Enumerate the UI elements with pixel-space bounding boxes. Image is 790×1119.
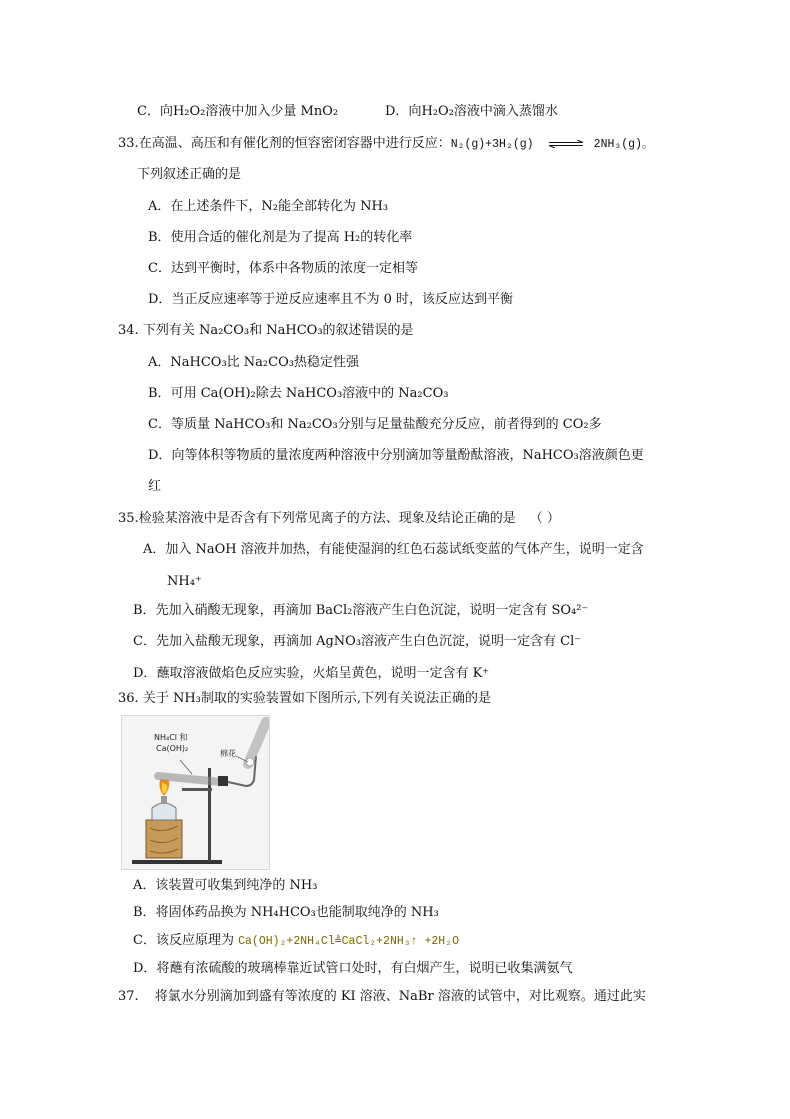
reaction-right: 2NH₃(g)。: [593, 138, 654, 151]
q36-stem: [118, 690, 491, 708]
tube-stopper: [218, 776, 228, 786]
option-label: C．: [148, 417, 171, 432]
q33-option-d: [148, 291, 513, 309]
option-text: 可用 Ca(OH)₂除去 NaHCO₃溶液中的 Na₂CO₃: [170, 386, 449, 401]
q37-stem: [118, 988, 646, 1006]
q35-option-a: [143, 541, 644, 559]
answer-bracket: （ ）: [529, 511, 560, 526]
option-label: B．: [148, 230, 171, 245]
q36-option-d: [133, 960, 572, 978]
q33-stem: [118, 135, 653, 154]
option-text: 该装置可收集到纯净的 NH₃: [155, 878, 318, 893]
question-stem: 下列有关 Na₂CO₃和 NaHCO₃的叙述错误的是: [142, 323, 414, 338]
q36-option-a: [133, 877, 317, 895]
option-label: D．: [133, 961, 157, 976]
apparatus-diagram: [122, 716, 269, 869]
q32-option-d: [385, 103, 558, 121]
option-text: 先加入硝酸无现象，再滴加 BaCl₂溶液产生白色沉淀，说明一定含有 SO₄²⁻: [155, 603, 589, 618]
clamp-arm: [182, 788, 212, 791]
cotton-plug: [246, 758, 254, 766]
q35-option-a-cont: NH₄⁺: [167, 574, 202, 589]
option-label: A．: [148, 355, 171, 370]
option-text: 先加入盐酸无现象，再滴加 AgNO₃溶液产生白色沉淀，说明一定含有 Cl⁻: [155, 634, 582, 649]
q36-option-c: [133, 932, 459, 951]
q34-stem: [118, 322, 414, 340]
q34-option-a: [148, 354, 359, 372]
question-stem: 关于 NH₃制取的实验装置如下图所示,下列有关说法正确的是: [142, 691, 492, 706]
q34-option-c: [148, 416, 602, 434]
option-text: 等质量 NaHCO₃和 Na₂CO₃分别与足量盐酸充分反应，前者得到的 CO₂多: [170, 417, 602, 432]
question-number: 36.: [118, 691, 139, 706]
question-number: 34.: [118, 323, 139, 338]
lamp-wick: [161, 796, 167, 804]
question-number: 35.: [118, 511, 139, 526]
option-label: D．: [133, 666, 157, 681]
option-label: C．: [137, 104, 160, 119]
option-label: D．: [148, 292, 172, 307]
option-text: 加入 NaOH 溶液并加热，有能使湿润的红色石蕊试纸变蓝的气体产生，说明一定含: [165, 542, 644, 557]
reagent-label-2: Ca(OH)₂: [156, 744, 189, 753]
reaction-left: N₂(g)+3H₂(g): [450, 138, 534, 151]
q35-option-b: [133, 602, 588, 620]
q34-option-d: [148, 447, 644, 465]
option-label: C．: [133, 634, 156, 649]
q34-option-d-cont: 红: [148, 479, 162, 494]
q32-option-c: [137, 103, 338, 121]
option-text: 蘸取溶液做焰色反应实验，火焰呈黄色，说明一定含有 K⁺: [156, 666, 490, 681]
reaction-formula: Ca(OH)₂+2NH₄Cl≜CaCl₂+2NH₃↑ +2H₂O: [238, 935, 459, 948]
option-text: 将蘸有浓硫酸的玻璃棒靠近试管口处时，有白烟产生，说明已收集满氨气: [156, 961, 573, 976]
cotton-label: 棉花: [220, 749, 236, 758]
option-label: C．: [148, 261, 171, 276]
option-label: B．: [133, 905, 156, 920]
option-text: 该反应原理为: [155, 933, 234, 948]
option-label: D．: [148, 448, 172, 463]
option-text: 使用合适的催化剂是为了提高 H₂的转化率: [170, 230, 413, 245]
option-text: 在上述条件下，N₂能全部转化为 NH₃: [170, 199, 389, 214]
option-text: 达到平衡时，体系中各物质的浓度一定相等: [170, 261, 418, 276]
question-stem: 在高温、高压和有催化剂的恒容密闭容器中进行反应：: [138, 136, 451, 151]
ammonia-apparatus-figure: [121, 715, 270, 870]
q36-option-b: [133, 904, 439, 922]
q33-option-c: [148, 260, 418, 278]
option-label: D．: [385, 104, 409, 119]
option-label: C．: [133, 933, 156, 948]
q34-option-b: [148, 385, 448, 403]
q33-option-b: [148, 229, 412, 247]
option-text: 向H₂O₂溶液中滴入蒸馏水: [408, 104, 558, 119]
q33-option-a: [148, 198, 388, 216]
q33-stem-line2: 下列叙述正确的是: [137, 167, 242, 182]
option-label: B．: [133, 603, 156, 618]
question-stem: 将氯水分别滴加到盛有等浓度的 KI 溶液、NaBr 溶液的试管中，对比观察。通过此实: [154, 989, 646, 1004]
option-label: A．: [133, 878, 156, 893]
option-text: 将固体药品换为 NH₄HCO₃也能制取纯净的 NH₃: [155, 905, 439, 920]
option-text: 向H₂O₂溶液中加入少量 MnO₂: [159, 104, 339, 119]
question-number: 33.: [118, 136, 139, 151]
question-number: 37.: [118, 989, 139, 1004]
option-text: NaHCO₃比 Na₂CO₃热稳定性强: [170, 355, 359, 370]
alcohol-lamp: [152, 803, 176, 820]
question-stem: 检验某溶液中是否含有下列常见离子的方法、现象及结论正确的是: [138, 511, 516, 526]
option-label: A．: [148, 199, 171, 214]
option-text: 当正反应速率等于逆反应速率且不为 0 时，该反应达到平衡: [171, 292, 513, 307]
option-text: 向等体积等物质的量浓度两种溶液中分别滴加等量酚酞溶液，NaHCO₃溶液颜色更: [171, 448, 644, 463]
q35-option-c: [133, 633, 581, 651]
q35-stem: [118, 510, 560, 528]
reagent-label: NH₄Cl 和: [154, 733, 188, 742]
option-label: B．: [148, 386, 171, 401]
equilibrium-arrow-icon: [548, 140, 584, 148]
option-label: A．: [143, 542, 166, 557]
q35-option-d: [133, 665, 489, 683]
